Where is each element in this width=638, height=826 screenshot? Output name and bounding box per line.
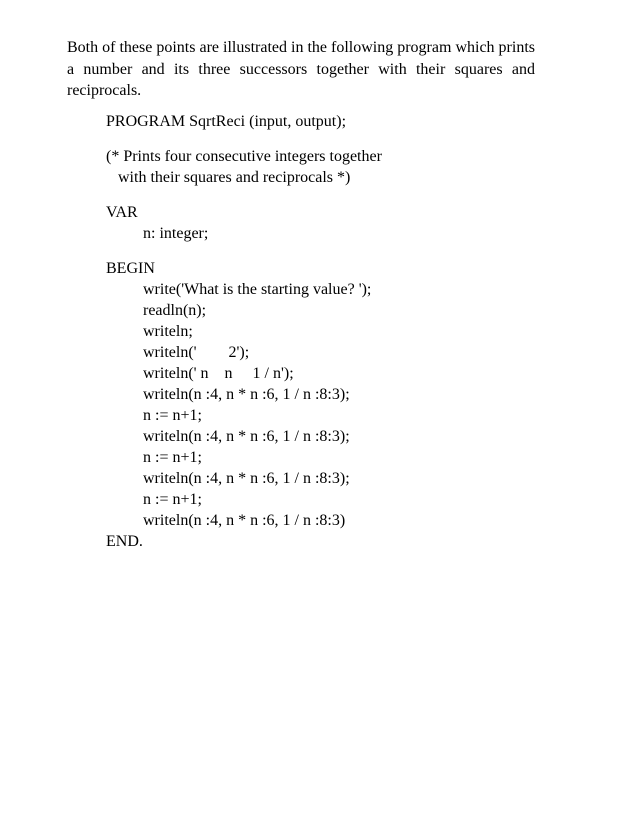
statement: writeln(' n n 1 / n'); <box>143 365 294 382</box>
statement: writeln(n :4, n * n :6, 1 / n :8:3); <box>143 470 350 487</box>
end-keyword: END. <box>106 533 143 550</box>
statement: writeln(n :4, n * n :6, 1 / n :8:3) <box>143 512 346 529</box>
statement: writeln(n :4, n * n :6, 1 / n :8:3); <box>143 428 350 445</box>
var-declaration: n: integer; <box>143 225 209 242</box>
intro-line: reciprocals. <box>67 82 142 99</box>
comment-line: (* Prints four consecutive integers together <box>106 148 382 165</box>
statement: n := n+1; <box>143 449 202 466</box>
statement: n := n+1; <box>143 491 202 508</box>
program-header: PROGRAM SqrtReci (input, output); <box>106 113 347 130</box>
statement: write('What is the starting value? '); <box>143 281 372 298</box>
statement: n := n+1; <box>143 407 202 424</box>
begin-keyword: BEGIN <box>106 260 155 277</box>
statement: writeln(n :4, n * n :6, 1 / n :8:3); <box>143 386 350 403</box>
statement: writeln; <box>143 323 193 340</box>
var-keyword: VAR <box>106 204 138 221</box>
statement: writeln(' 2'); <box>143 344 250 361</box>
statement: readln(n); <box>143 302 207 319</box>
intro-paragraph <box>67 37 535 102</box>
intro-line: Both of these points are illustrated in the following program which prints <box>67 39 535 56</box>
comment-line: with their squares and reciprocals *) <box>118 169 351 186</box>
intro-line: a number and its three successors together with their squares and <box>67 60 535 78</box>
